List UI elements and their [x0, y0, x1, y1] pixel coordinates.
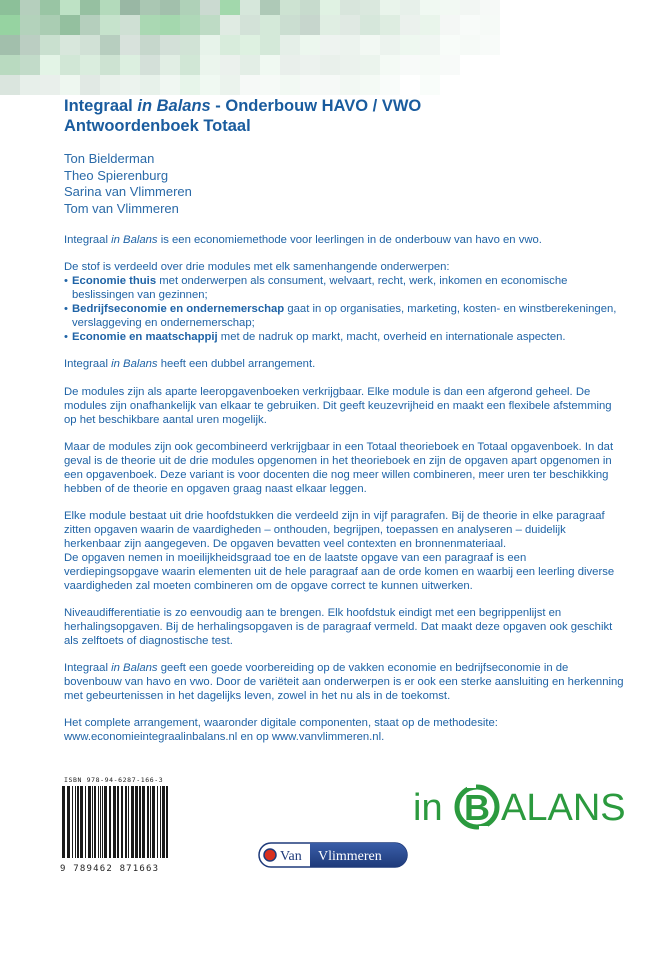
module-item: [64, 331, 624, 345]
book-title: [64, 96, 624, 116]
barcode-bar: [75, 786, 76, 858]
title-italic: in Balans: [137, 97, 211, 115]
author-list: [64, 151, 624, 217]
barcode-bar: [80, 786, 83, 858]
module-name: Bedrijfseconomie en ondernemerschap: [72, 303, 285, 316]
mosaic-tile: [320, 75, 340, 95]
mosaic-tile: [200, 0, 220, 15]
mosaic-tile: [300, 35, 320, 55]
barcode-bar: [152, 786, 155, 858]
mosaic-tile: [20, 55, 40, 75]
mosaic-tile: [200, 15, 220, 35]
bullet-icon: •: [64, 303, 68, 316]
module-name: Economie en maatschappij: [72, 330, 218, 343]
mosaic-tile: [320, 55, 340, 75]
mosaic-tile: [80, 55, 100, 75]
mosaic-tile: [480, 15, 500, 35]
barcode-bar: [77, 786, 79, 858]
mosaic-tile: [280, 75, 300, 95]
mosaic-tile: [260, 35, 280, 55]
mosaic-tile: [100, 0, 120, 15]
mosaic-tile: [20, 0, 40, 15]
barcode-bar: [157, 786, 158, 858]
isbn-barcode: [60, 776, 180, 872]
mosaic-tile: [220, 55, 240, 75]
mosaic-tile: [120, 0, 140, 15]
mosaic-tile: [460, 15, 480, 35]
author-name: Tom van Vlimmeren: [64, 200, 179, 216]
barcode-bar: [128, 786, 129, 858]
bullet-icon: •: [64, 275, 68, 288]
mosaic-tile: [340, 55, 360, 75]
back-cover-content: [64, 96, 624, 759]
logo-b: B: [464, 787, 490, 828]
logo-in: in: [413, 787, 443, 829]
website-line2: www.economieintegraalinbalans.nl en op www.vanvlimmeren.nl.: [64, 731, 385, 744]
barcode-bar: [147, 786, 149, 858]
in-balans-logo-graphic: [413, 782, 628, 830]
barcode-bar: [85, 786, 86, 858]
mosaic-tile: [200, 55, 220, 75]
mosaic-tile: [300, 55, 320, 75]
mosaic-tile: [60, 0, 80, 15]
mosaic-tile: [360, 75, 380, 95]
barcode-bar: [113, 786, 116, 858]
mosaic-tile: [240, 75, 260, 95]
barcode-bar: [67, 786, 70, 858]
body-paragraph-part: Elke module bestaat uit drie hoofdstukken die verdeeld zijn in vijf paragrafen. Bij de theorie in elke paragraaf zitten opgaven waarin de vaardigheden – onthouden, begrijpen, toepassen en analyseren – duidelijk herkenbaar zijn aangegeven. De opgaven bevatten veel contexten en bronnenmateriaal.: [64, 510, 605, 550]
modules-lead: De stof is verdeeld over drie modules met elk samenhangende onderwerpen:: [64, 261, 450, 274]
barcode-bar: [62, 786, 65, 858]
body-paragraph: Niveaudifferentiatie is zo eenvoudig aan te brengen. Elk hoofdstuk eindigt met een begrippenlijst en herhalingsopgaven. Bij de herhalingsopgaven is de paragraaf vermeld. Dat maakt deze opgaven ook geschikt als zelftoets of diagnostische test.: [64, 607, 613, 647]
mosaic-tile: [360, 35, 380, 55]
mosaic-tile: [360, 15, 380, 35]
barcode-bar: [104, 786, 107, 858]
mosaic-tile: [240, 15, 260, 35]
module-item: [64, 275, 624, 303]
mosaic-tile: [440, 55, 460, 75]
mosaic-tile: [140, 75, 160, 95]
mosaic-tile: [180, 0, 200, 15]
author-name: Ton Bielderman: [64, 151, 155, 166]
preparation-italic: in Balans: [111, 662, 158, 675]
barcode-bars: [60, 786, 172, 858]
mosaic-tile: [340, 15, 360, 35]
mosaic-tile: [80, 35, 100, 55]
barcode-bar: [160, 786, 161, 858]
body-paragraph: De modules zijn als aparte leeropgavenboeken verkrijgbaar. Elke module is dan een afgerond geheel. De modules zijn onafhankelijk van elkaar te gebruiken. Dit geeft keuzevrijheid en maakt een flexibele afstemming op het beschikbare aantal uren mogelijk.: [64, 385, 612, 426]
barcode-bar: [109, 786, 111, 858]
mosaic-tile: [480, 35, 500, 55]
preparation-post: geeft een goede voorbereiding op de vakken economie en bedrijfseconomie in de bovenbouw van havo en vwo. Door de variëteit aan onderwerpen is er ook een sterke aansluiting en herkenning met gebeurtenissen in het dagelijks leven, zowel in het nu als in de toekomst.: [64, 662, 624, 703]
mosaic-tile: [60, 15, 80, 35]
barcode-bar: [94, 786, 96, 858]
mosaic-tile: [420, 15, 440, 35]
isbn-label: ISBN 978-94-6287-166-3: [64, 776, 164, 784]
mosaic-tile: [100, 35, 120, 55]
body-paragraph: Maar de modules zijn ook gecombineerd verkrijgbaar in een Totaal theorieboek en Totaal opgavenboek. In dat geval is de theorie uit de drie modules opgenomen in het theorieboek en zijn de opgaven apart opgenomen in een opgavenboek. Deze variant is voor docenten die nog meer willen combineren, meer uren ter beschikking hebben of de theorie en opgaven graag naast elkaar leggen.: [64, 440, 614, 495]
mosaic-tile: [60, 75, 80, 95]
mosaic-tile: [160, 35, 180, 55]
mosaic-tile: [220, 15, 240, 35]
logo-alans: ALANS: [501, 787, 626, 829]
mosaic-tile: [40, 35, 60, 55]
mosaic-tile: [240, 55, 260, 75]
mosaic-tile: [100, 75, 120, 95]
mosaic-tile: [80, 0, 100, 15]
mosaic-tile: [160, 55, 180, 75]
barcode-bar: [162, 786, 165, 858]
mosaic-tile: [300, 75, 320, 95]
barcode-bar: [92, 786, 93, 858]
intro-paragraph: [64, 234, 624, 248]
mosaic-tile: [120, 55, 140, 75]
mosaic-tile: [320, 0, 340, 15]
publisher-logo-graphic: [258, 842, 408, 868]
mosaic-tile: [400, 0, 420, 15]
arrangement-paragraph: [64, 358, 624, 372]
body-paragraph: De opgaven nemen in moeilijkheidsgraad toe en de laatste opgave van een paragraaf is een verdiepingsopgave waarin elementen uit de hele paragraaf aan de orde komen en waarbij een leerling diverse vaardigheden zal moeten combineren om de opgave correct te kunnen uitwerken.: [64, 551, 615, 592]
mosaic-tile: [240, 0, 260, 15]
barcode-bar: [117, 786, 119, 858]
mosaic-tile: [120, 35, 140, 55]
preparation-paragraph: [64, 662, 624, 704]
publisher-van: Van: [280, 849, 302, 864]
mosaic-tile: [200, 75, 220, 95]
mosaic-tile: [200, 35, 220, 55]
bullet-icon: •: [64, 330, 68, 343]
intro-post: is een economiemethode voor leerlingen in de onderbouw van havo en vwo.: [157, 234, 542, 246]
mosaic-tile: [40, 75, 60, 95]
mosaic-tile: [100, 55, 120, 75]
mosaic-tile: [280, 15, 300, 35]
mosaic-tile: [420, 0, 440, 15]
mosaic-tile: [380, 35, 400, 55]
arrangement-post: heeft een dubbel arrangement.: [157, 358, 316, 371]
mosaic-tile: [160, 15, 180, 35]
mosaic-tile: [60, 35, 80, 55]
barcode-bar: [142, 786, 145, 858]
intro-italic: in Balans: [111, 234, 158, 246]
body-paragraph: [64, 510, 624, 552]
mosaic-tile: [220, 75, 240, 95]
mosaic-tile: [160, 0, 180, 15]
mosaic-tile: [420, 75, 440, 95]
mosaic-tile: [340, 75, 360, 95]
mosaic-tile: [0, 15, 20, 35]
author-name: Sarina van Vlimmeren: [64, 184, 192, 199]
barcode-bar: [150, 786, 151, 858]
mosaic-tile: [100, 15, 120, 35]
mosaic-tile: [320, 35, 340, 55]
in-balans-logo: [413, 782, 628, 830]
mosaic-tile: [220, 0, 240, 15]
mosaic-tile: [0, 0, 20, 15]
mosaic-tile: [160, 75, 180, 95]
barcode-bar: [166, 786, 168, 858]
mosaic-tile: [400, 35, 420, 55]
mosaic-tile: [360, 55, 380, 75]
mosaic-tile: [180, 35, 200, 55]
module-text: met de nadruk op markt, macht, overheid en internationale aspecten.: [217, 330, 566, 343]
publisher-logo: [258, 842, 408, 868]
mosaic-tile: [460, 0, 480, 15]
mosaic-tile: [60, 55, 80, 75]
modules-paragraph: [64, 261, 624, 344]
barcode-bar: [139, 786, 141, 858]
mosaic-tile: [0, 55, 20, 75]
publisher-vlimmeren: Vlimmeren: [318, 849, 382, 864]
intro-pre: Integraal: [64, 234, 112, 246]
mosaic-tile: [420, 35, 440, 55]
mosaic-tile: [440, 0, 460, 15]
mosaic-tile: [360, 0, 380, 15]
mosaic-tile: [240, 35, 260, 55]
mosaic-tile: [340, 35, 360, 55]
mosaic-tile: [280, 35, 300, 55]
mosaic-tile: [120, 75, 140, 95]
mosaic-tile: [400, 55, 420, 75]
mosaic-tile: [420, 55, 440, 75]
mosaic-tile: [180, 55, 200, 75]
module-text: gaat in op organisaties, marketing, kosten- en winstberekeningen, verslaggeving en ondernemerschap;: [72, 303, 617, 330]
mosaic-tile: [260, 55, 280, 75]
mosaic-tile: [440, 15, 460, 35]
mosaic-tile: [380, 0, 400, 15]
module-item: [64, 303, 624, 331]
mosaic-tile: [480, 0, 500, 15]
preparation-pre: Integraal: [64, 662, 112, 675]
barcode-bar: [102, 786, 103, 858]
book-subtitle: Antwoordenboek Totaal: [64, 117, 251, 135]
mosaic-tile: [40, 55, 60, 75]
module-text: met onderwerpen als consument, welvaart, recht, werk, inkomen en economische beslissingen van gezinnen;: [72, 275, 568, 302]
mosaic-tile: [180, 15, 200, 35]
mosaic-tile: [140, 0, 160, 15]
mosaic-tile: [0, 35, 20, 55]
description: [64, 234, 624, 745]
mosaic-tile: [280, 55, 300, 75]
title-part1: Integraal: [64, 97, 138, 115]
mosaic-tile: [220, 35, 240, 55]
website-paragraph: [64, 717, 624, 745]
mosaic-tile: [300, 0, 320, 15]
barcode-bar: [88, 786, 91, 858]
module-name: Economie thuis: [72, 275, 157, 288]
title-part2: - Onderbouw HAVO / VWO: [210, 97, 422, 115]
mosaic-tile: [120, 15, 140, 35]
barcode-bar: [131, 786, 134, 858]
mosaic-tile: [20, 75, 40, 95]
mosaic-tile: [140, 15, 160, 35]
isbn-digits: 9 789462 871663: [60, 864, 160, 874]
mosaic-tile: [260, 75, 280, 95]
arrangement-pre: Integraal: [64, 358, 112, 371]
mosaic-tile: [40, 0, 60, 15]
mosaic-tile: [400, 15, 420, 35]
header-mosaic-pattern: [0, 0, 657, 95]
mosaic-tile: [440, 35, 460, 55]
barcode-bar: [135, 786, 138, 858]
mosaic-tile: [80, 75, 100, 95]
mosaic-tile: [180, 75, 200, 95]
mosaic-tile: [380, 15, 400, 35]
mosaic-tile: [140, 55, 160, 75]
author-name: Theo Spierenburg: [64, 167, 169, 183]
mosaic-tile: [80, 15, 100, 35]
arrangement-italic: in Balans: [111, 358, 158, 371]
mosaic-tile: [380, 75, 400, 95]
mosaic-tile: [0, 75, 20, 95]
mosaic-tile: [300, 15, 320, 35]
barcode-bar: [100, 786, 101, 858]
mosaic-tile: [340, 0, 360, 15]
mosaic-tile: [140, 35, 160, 55]
mosaic-tile: [20, 15, 40, 35]
mosaic-tile: [40, 15, 60, 35]
barcode-bar: [125, 786, 127, 858]
mosaic-tile: [460, 35, 480, 55]
mosaic-tile: [20, 35, 40, 55]
barcode-bar: [121, 786, 123, 858]
barcode-bar: [98, 786, 99, 858]
mosaic-tile: [260, 15, 280, 35]
barcode-bar: [72, 786, 73, 858]
mosaic-tile: [260, 0, 280, 15]
mosaic-tile: [280, 0, 300, 15]
website-line1: Het complete arrangement, waaronder digitale componenten, staat op de methodesite:: [64, 717, 498, 730]
mosaic-tile: [380, 55, 400, 75]
mosaic-tile: [320, 15, 340, 35]
